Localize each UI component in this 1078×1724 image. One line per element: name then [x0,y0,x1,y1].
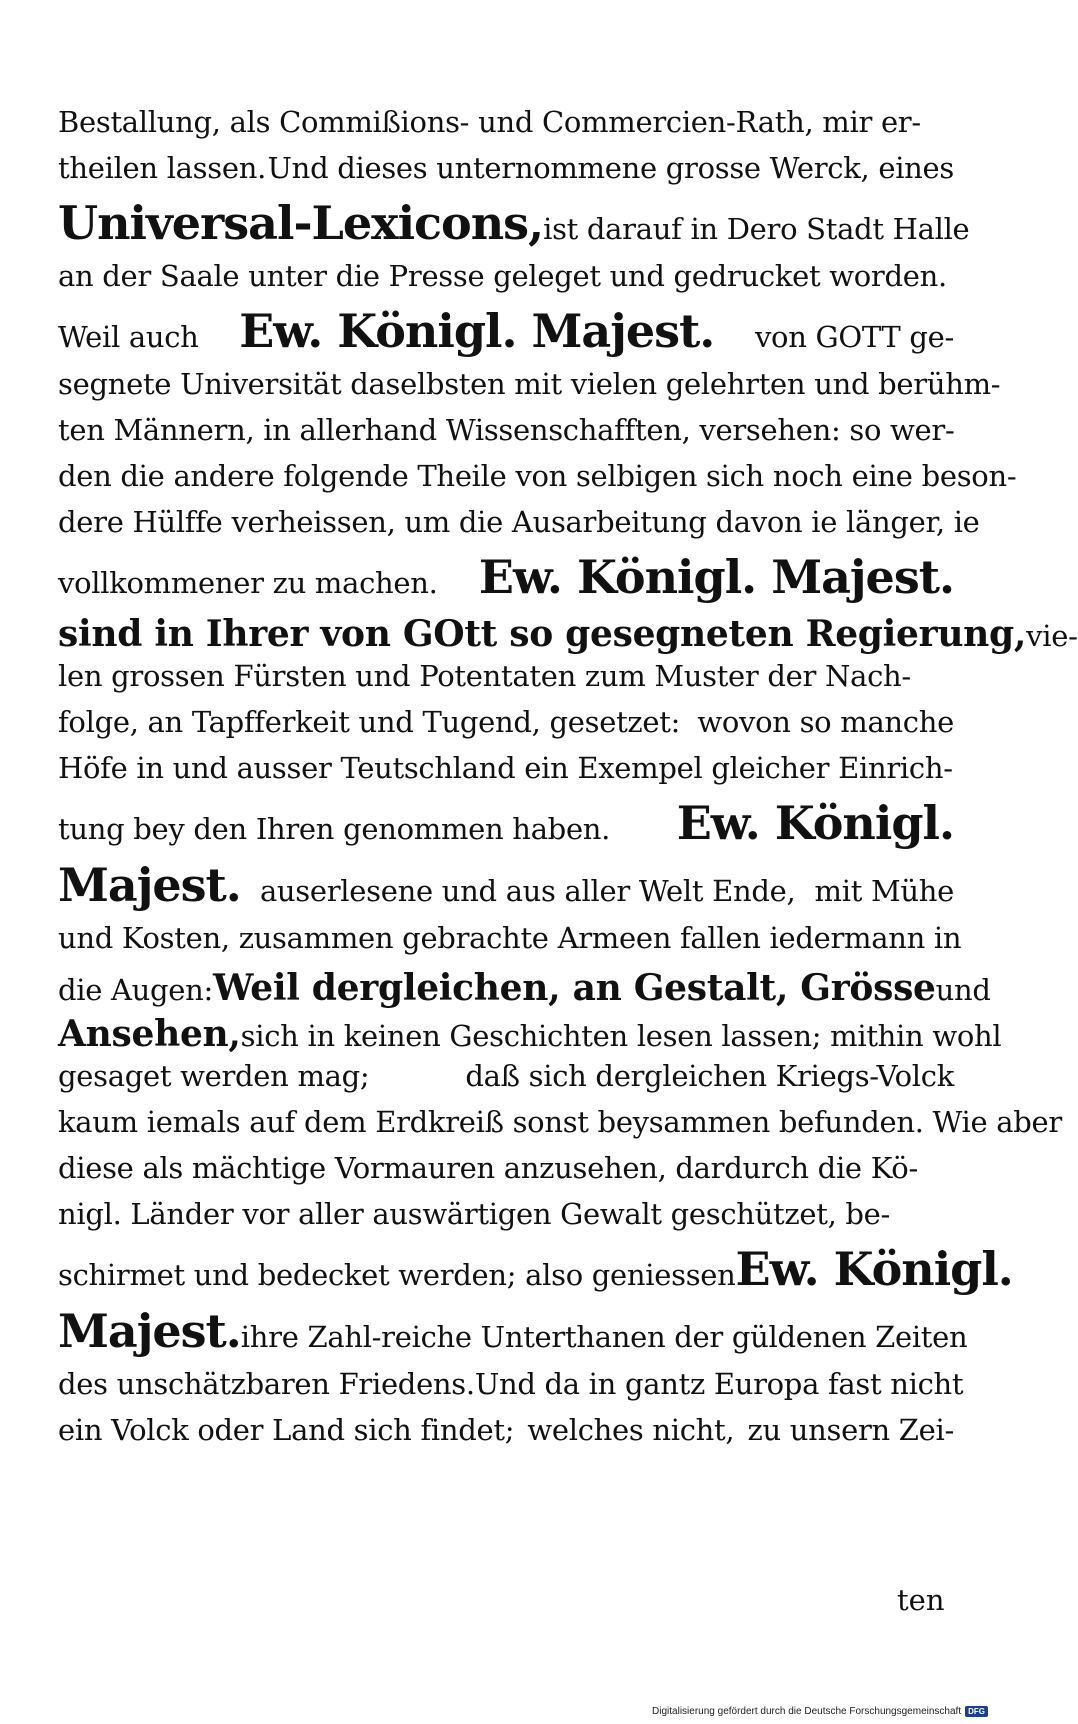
text-line-9 [58,505,980,554]
text-line-6 [58,367,1001,416]
text-line-19 [58,1013,1002,1062]
text-segment: zu unsern Zei- [747,1413,954,1447]
text-line-20 [58,1059,954,1108]
text-line-21 [58,1105,1062,1154]
text-line-18 [58,967,991,1016]
text-segment: len grossen Fürsten und Potentaten zum Muster der Nach- [58,659,911,693]
text-segment: sich in keinen Geschichten lesen lassen; mithin wohl [240,1019,1002,1053]
text-segment: theilen lassen. [58,151,266,185]
text-segment: Und da in gantz Europa fast nicht [474,1367,964,1401]
text-line-4 [58,259,954,308]
text-line-11 [58,613,1078,662]
text-line-26 [58,1367,964,1416]
text-line-10 [58,550,954,616]
text-line-16 [58,858,954,924]
text-line-22 [58,1151,954,1200]
text-segment: Weil auch [58,320,199,354]
text-segment: ein Volck oder Land sich findet; [58,1413,515,1447]
text-segment: welches nicht, [527,1413,735,1447]
text-line-7 [58,413,955,462]
text-segment: und [935,973,991,1007]
text-segment: ist darauf in Dero Stadt Halle [543,212,970,246]
text-segment: mit Mühe [814,874,954,908]
text-segment: vollkommener zu machen. [58,566,438,600]
text-segment: Weil dergleichen, an Gestalt, Grösse [213,967,936,1009]
text-segment: sind in Ihrer von GOtt so gesegneten Regierung, [58,613,1027,655]
text-segment: Ansehen, [58,1013,241,1055]
emphasis-majesty: Ew. Königl. [676,796,954,850]
emphasis-heading-universal-lexicon: Universal-Lexicons, [58,196,544,250]
footer-text: Digitalisierung gefördert durch die Deutsche Forschungsgemeinschaft [652,1706,962,1717]
text-line-3 [58,196,970,262]
text-segment: die Augen: [58,973,214,1007]
text-line-1 [58,105,954,154]
text-segment: ihre Zahl-reiche Unterthanen der güldenen Zeiten [240,1320,968,1354]
text-segment: vie- [1026,619,1078,653]
text-line-24 [58,1242,1013,1308]
text-segment: Und dieses unternommene grosse Werck, eines [267,151,954,185]
text-segment: Höfe in und ausser Teutschland ein Exempel gleicher Einrich- [58,751,953,785]
emphasis-majesty: Majest. [58,1304,241,1358]
text-segment: kaum iemals auf dem Erdkreiß sonst beysammen befunden. Wie aber [58,1105,1062,1139]
text-line-5 [58,304,954,370]
text-line-17 [58,921,962,970]
catchword: ten [897,1583,945,1617]
text-segment: und Kosten, zusammen gebrachte Armeen fallen iedermann in [58,921,962,955]
text-segment: Bestallung, als Commißions- und Commercien-Rath, mir er- [58,105,921,139]
text-line-12 [58,659,954,708]
text-segment: daß sich dergleichen Kriegs-Volck [465,1059,954,1093]
text-line-8 [58,459,1017,508]
text-line-25 [58,1304,968,1370]
text-line-14 [58,751,954,800]
digitization-credit [652,1706,988,1717]
text-segment: auserlesene und aus aller Welt Ende, [259,874,796,908]
text-line-15 [58,796,954,862]
dfg-logo-icon: DFG [965,1706,988,1717]
text-segment: folge, an Tapfferkeit und Tugend, gesetzet: [58,705,681,739]
text-segment: nigl. Länder vor aller auswärtigen Gewalt geschützet, be- [58,1197,891,1231]
text-segment: an der Saale unter die Presse geleget und gedrucket worden. [58,259,947,293]
text-segment: den die andere folgende Theile von selbigen sich noch eine beson- [58,459,1017,493]
text-segment: segnete Universität daselbsten mit vielen gelehrten und berühm- [58,367,1001,401]
text-line-13 [58,705,954,754]
text-line-27 [58,1413,954,1462]
text-segment: des unschätzbaren Friedens. [58,1367,475,1401]
emphasis-majesty: Ew. Königl. Majest. [239,304,715,358]
text-line-23 [58,1197,954,1246]
text-segment: tung bey den Ihren genommen haben. [58,812,611,846]
text-segment: von GOTT ge- [754,320,954,354]
text-segment: dere Hülffe verheissen, um die Ausarbeitung davon ie länger, ie [58,505,980,539]
emphasis-majesty: Ew. Königl. Majest. [478,550,954,604]
emphasis-majesty: Majest. [58,858,241,912]
text-segment: schirmet und bedecket werden; also geniessen [58,1258,736,1292]
text-line-2 [58,151,954,200]
text-segment: ten Männern, in allerhand Wissenschafften, versehen: so wer- [58,413,955,447]
body-text [58,105,1078,1462]
text-segment: diese als mächtige Vormauren anzusehen, dardurch die Kö- [58,1151,918,1185]
emphasis-majesty: Ew. Königl. [735,1242,1013,1296]
text-segment: wovon so manche [697,705,954,739]
text-segment: gesaget werden mag; [58,1059,370,1093]
